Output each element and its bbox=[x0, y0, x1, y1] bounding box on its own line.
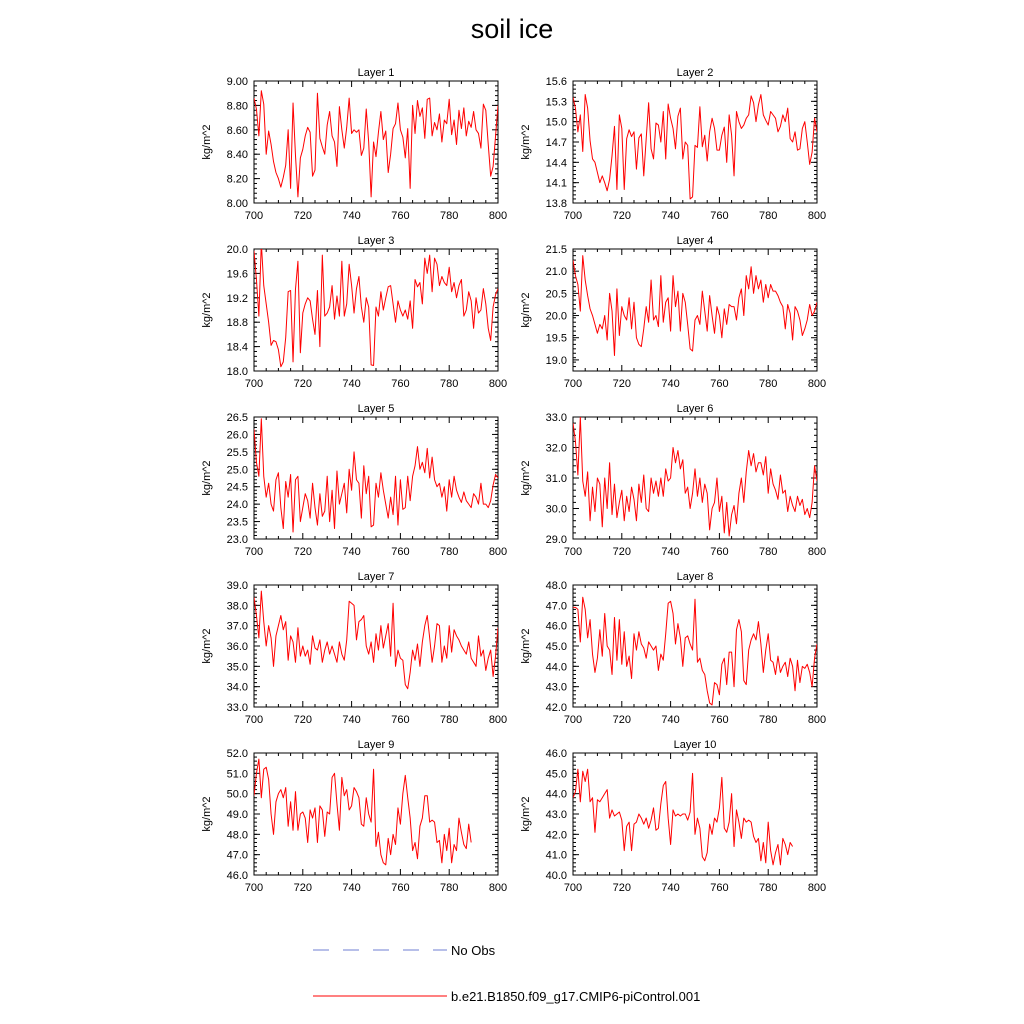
x-tick-label: 760 bbox=[710, 546, 729, 558]
y-tick-label: 44.0 bbox=[545, 661, 567, 674]
y-tick-label: 26.0 bbox=[226, 429, 248, 442]
x-tick-label: 740 bbox=[342, 882, 361, 894]
y-tick-label: 41.0 bbox=[545, 849, 567, 862]
x-tick-label: 700 bbox=[563, 714, 583, 726]
y-axis-label: kg/m^2 bbox=[520, 124, 532, 160]
series-line bbox=[573, 417, 817, 536]
y-tick-label: 45.0 bbox=[545, 768, 567, 781]
panel-3 bbox=[201, 235, 507, 390]
x-tick-label: 720 bbox=[293, 714, 312, 726]
y-tick-label: 21.0 bbox=[545, 266, 567, 279]
y-tick-label: 33.0 bbox=[226, 702, 248, 714]
x-tick-label: 760 bbox=[391, 210, 410, 222]
x-tick-label: 780 bbox=[440, 378, 459, 390]
y-tick-label: 39.0 bbox=[226, 580, 248, 592]
x-tick-label: 720 bbox=[612, 378, 631, 390]
x-tick-label: 700 bbox=[244, 546, 264, 558]
y-tick-label: 43.0 bbox=[545, 681, 567, 694]
x-tick-label: 760 bbox=[391, 378, 410, 390]
x-tick-label: 760 bbox=[710, 210, 729, 222]
series-line bbox=[573, 769, 793, 865]
y-tick-label: 50.0 bbox=[226, 788, 248, 801]
y-tick-label: 18.0 bbox=[226, 366, 248, 378]
x-tick-label: 780 bbox=[759, 378, 778, 390]
series-line bbox=[254, 419, 498, 532]
y-tick-label: 30.0 bbox=[545, 503, 567, 516]
y-tick-label: 13.8 bbox=[545, 198, 567, 210]
y-tick-label: 48.0 bbox=[226, 829, 248, 842]
y-tick-label: 15.0 bbox=[545, 116, 567, 129]
x-tick-label: 700 bbox=[563, 378, 583, 390]
panel-title: Layer 10 bbox=[673, 739, 717, 751]
y-tick-label: 18.4 bbox=[226, 341, 248, 354]
y-tick-label: 19.6 bbox=[226, 268, 248, 281]
panel-title: Layer 7 bbox=[357, 571, 395, 583]
y-tick-label: 49.0 bbox=[226, 809, 248, 821]
y-tick-label: 8.80 bbox=[226, 100, 248, 113]
y-axis-label: kg/m^2 bbox=[520, 292, 532, 328]
y-tick-label: 24.0 bbox=[226, 499, 248, 512]
y-tick-label: 19.5 bbox=[545, 332, 567, 345]
panel-9 bbox=[201, 739, 507, 894]
panel-2 bbox=[520, 67, 826, 222]
panel-title: Layer 8 bbox=[676, 571, 714, 583]
y-tick-label: 31.0 bbox=[545, 473, 567, 485]
x-tick-label: 800 bbox=[807, 882, 827, 894]
x-tick-label: 740 bbox=[342, 546, 361, 558]
y-tick-label: 14.1 bbox=[545, 177, 567, 190]
y-tick-label: 52.0 bbox=[226, 748, 248, 760]
x-tick-label: 700 bbox=[244, 378, 264, 390]
x-tick-label: 720 bbox=[293, 546, 312, 558]
y-tick-label: 8.60 bbox=[226, 124, 248, 137]
series-line bbox=[573, 597, 817, 705]
y-tick-label: 46.0 bbox=[226, 870, 248, 882]
y-tick-label: 51.0 bbox=[226, 768, 248, 781]
x-tick-label: 700 bbox=[563, 882, 583, 894]
legend-label-model: b.e21.B1850.f09_g17.CMIP6-piControl.001 bbox=[451, 989, 701, 1004]
x-tick-label: 760 bbox=[391, 546, 410, 558]
panel-title: Layer 4 bbox=[676, 235, 714, 247]
x-tick-label: 740 bbox=[342, 714, 361, 726]
y-axis-label: kg/m^2 bbox=[201, 628, 213, 664]
y-tick-label: 8.00 bbox=[226, 198, 248, 210]
x-tick-label: 800 bbox=[488, 546, 508, 558]
y-axis-label: kg/m^2 bbox=[520, 460, 532, 496]
x-tick-label: 740 bbox=[342, 378, 361, 390]
panel-8 bbox=[520, 571, 826, 726]
series-line bbox=[254, 759, 471, 865]
y-tick-label: 14.4 bbox=[545, 157, 567, 170]
x-tick-label: 720 bbox=[293, 210, 312, 222]
x-tick-label: 700 bbox=[244, 714, 264, 726]
y-tick-label: 48.0 bbox=[545, 580, 567, 592]
x-tick-label: 700 bbox=[244, 210, 264, 222]
x-tick-label: 740 bbox=[661, 714, 680, 726]
x-tick-label: 800 bbox=[807, 714, 827, 726]
y-tick-label: 25.0 bbox=[226, 464, 248, 477]
y-tick-label: 26.5 bbox=[226, 412, 248, 424]
y-tick-label: 20.0 bbox=[545, 310, 567, 323]
y-tick-label: 23.0 bbox=[226, 534, 248, 546]
y-tick-label: 33.0 bbox=[545, 412, 567, 424]
x-tick-label: 780 bbox=[759, 210, 778, 222]
x-tick-label: 740 bbox=[661, 210, 680, 222]
y-tick-label: 42.0 bbox=[545, 829, 567, 842]
y-tick-label: 44.0 bbox=[545, 788, 567, 801]
x-tick-label: 780 bbox=[440, 882, 459, 894]
x-tick-label: 760 bbox=[391, 882, 410, 894]
y-tick-label: 47.0 bbox=[226, 849, 248, 862]
x-tick-label: 800 bbox=[807, 546, 827, 558]
x-tick-label: 780 bbox=[440, 210, 459, 222]
y-tick-label: 36.0 bbox=[226, 641, 248, 653]
series-line bbox=[573, 256, 817, 356]
y-tick-label: 40.0 bbox=[545, 870, 567, 882]
panel-title: Layer 6 bbox=[676, 403, 714, 415]
y-tick-label: 19.0 bbox=[545, 354, 567, 367]
legend-label-no-obs: No Obs bbox=[451, 943, 496, 958]
panel-title: Layer 2 bbox=[676, 67, 714, 79]
y-axis-label: kg/m^2 bbox=[520, 796, 532, 832]
y-tick-label: 32.0 bbox=[545, 442, 567, 455]
y-axis-label: kg/m^2 bbox=[520, 628, 532, 664]
x-tick-label: 800 bbox=[488, 714, 508, 726]
x-tick-label: 720 bbox=[293, 378, 312, 390]
panel-6 bbox=[520, 403, 826, 558]
panel-1 bbox=[201, 67, 507, 222]
panels-layer bbox=[201, 67, 826, 894]
x-tick-label: 780 bbox=[759, 882, 778, 894]
y-tick-label: 23.5 bbox=[226, 516, 248, 529]
y-axis-label: kg/m^2 bbox=[201, 292, 213, 328]
y-tick-label: 15.3 bbox=[545, 96, 567, 109]
y-tick-label: 18.8 bbox=[226, 317, 248, 330]
y-tick-label: 25.5 bbox=[226, 446, 248, 459]
x-tick-label: 780 bbox=[759, 714, 778, 726]
x-tick-label: 720 bbox=[612, 882, 631, 894]
y-tick-label: 46.0 bbox=[545, 620, 567, 633]
panel-7 bbox=[201, 571, 507, 726]
panel-10 bbox=[520, 739, 826, 894]
x-tick-label: 800 bbox=[488, 210, 508, 222]
x-tick-label: 720 bbox=[612, 210, 631, 222]
y-tick-label: 24.5 bbox=[226, 481, 248, 494]
x-tick-label: 700 bbox=[563, 546, 583, 558]
x-tick-label: 760 bbox=[710, 378, 729, 390]
panel-title: Layer 9 bbox=[357, 739, 395, 751]
x-tick-label: 800 bbox=[488, 378, 508, 390]
series-line bbox=[254, 243, 498, 367]
y-axis-label: kg/m^2 bbox=[201, 796, 213, 832]
series-line bbox=[254, 591, 498, 689]
plot-frame bbox=[254, 753, 498, 875]
panel-title: Layer 5 bbox=[357, 403, 395, 415]
panel-title: Layer 3 bbox=[357, 235, 395, 247]
x-tick-label: 760 bbox=[391, 714, 410, 726]
series-line bbox=[573, 95, 817, 199]
legend bbox=[313, 943, 700, 1004]
y-tick-label: 19.2 bbox=[226, 292, 248, 305]
x-tick-label: 780 bbox=[759, 546, 778, 558]
x-tick-label: 740 bbox=[661, 546, 680, 558]
y-axis-label: kg/m^2 bbox=[201, 124, 213, 160]
x-tick-label: 780 bbox=[440, 546, 459, 558]
y-axis-label: kg/m^2 bbox=[201, 460, 213, 496]
y-tick-label: 9.00 bbox=[226, 76, 248, 88]
x-tick-label: 780 bbox=[440, 714, 459, 726]
y-tick-label: 29.0 bbox=[545, 534, 567, 546]
y-tick-label: 47.0 bbox=[545, 600, 567, 613]
y-tick-label: 46.0 bbox=[545, 748, 567, 760]
x-tick-label: 760 bbox=[710, 882, 729, 894]
y-tick-label: 34.0 bbox=[226, 681, 248, 694]
y-tick-label: 15.6 bbox=[545, 76, 567, 88]
x-tick-label: 800 bbox=[807, 210, 827, 222]
x-tick-label: 720 bbox=[612, 546, 631, 558]
y-tick-label: 37.0 bbox=[226, 620, 248, 633]
y-tick-label: 45.0 bbox=[545, 641, 567, 653]
x-tick-label: 740 bbox=[342, 210, 361, 222]
x-tick-label: 760 bbox=[710, 714, 729, 726]
plot-frame bbox=[573, 249, 817, 371]
y-tick-label: 20.0 bbox=[226, 244, 248, 256]
y-tick-label: 43.0 bbox=[545, 809, 567, 821]
x-tick-label: 800 bbox=[488, 882, 508, 894]
panel-5 bbox=[201, 403, 507, 558]
x-tick-label: 700 bbox=[244, 882, 264, 894]
x-tick-label: 720 bbox=[612, 714, 631, 726]
y-tick-label: 21.5 bbox=[545, 244, 567, 256]
panel-4 bbox=[520, 235, 826, 390]
plot-frame bbox=[573, 81, 817, 203]
y-tick-label: 20.5 bbox=[545, 288, 567, 301]
x-tick-label: 740 bbox=[661, 882, 680, 894]
x-tick-label: 700 bbox=[563, 210, 583, 222]
series-line bbox=[254, 91, 498, 197]
y-tick-label: 42.0 bbox=[545, 702, 567, 714]
y-tick-label: 8.40 bbox=[226, 149, 248, 162]
y-tick-label: 8.20 bbox=[226, 173, 248, 186]
y-tick-label: 14.7 bbox=[545, 137, 567, 149]
y-tick-label: 35.0 bbox=[226, 661, 248, 674]
y-tick-label: 38.0 bbox=[226, 600, 248, 613]
panel-title: Layer 1 bbox=[357, 67, 395, 79]
x-tick-label: 720 bbox=[293, 882, 312, 894]
x-tick-label: 800 bbox=[807, 378, 827, 390]
x-tick-label: 740 bbox=[661, 378, 680, 390]
chart-title: soil ice bbox=[470, 14, 554, 44]
